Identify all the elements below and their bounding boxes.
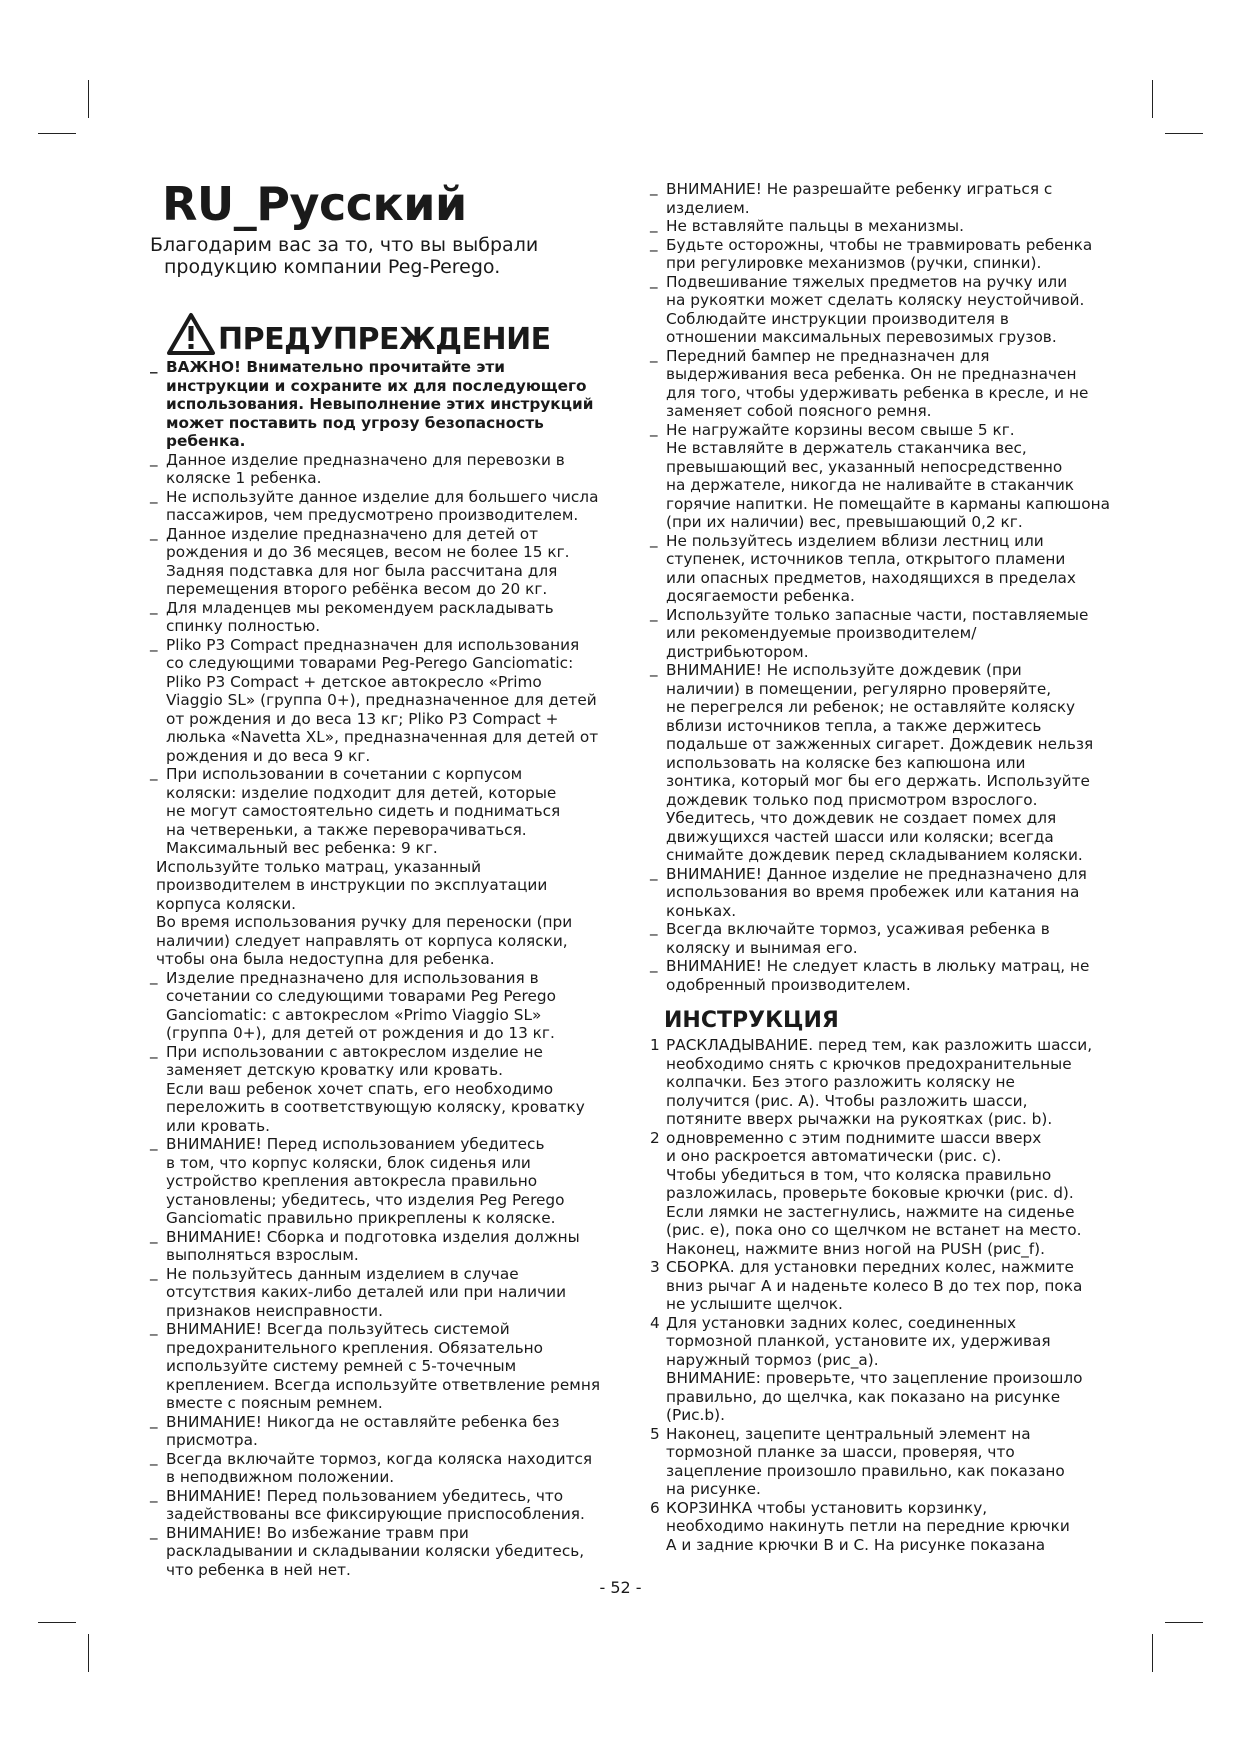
warning-item: _ ВНИМАНИЕ! Не разрешайте ребенку играться с изделием.	[650, 180, 1110, 217]
crop-mark	[1165, 1622, 1203, 1623]
instruction-step	[650, 1314, 1110, 1425]
step-number: 4	[650, 1313, 660, 1332]
warning-item: _ ВАЖНО! Внимательно прочитайте эти инструкции и сохраните их для последующего использования. Невыполнение этих инструкций может поставить под угрозу безопасность ребенка.	[150, 358, 608, 451]
warning-item: Во время использования ручку для переноски (при наличии) следует направлять от корпуса коляски, чтобы она была недоступна для ребенка.	[156, 913, 573, 968]
warning-item: _ Не используйте данное изделие для большего числа пассажиров, чем предусмотрено производителем.	[150, 488, 608, 525]
warning-heading: ПРЕДУПРЕЖДЕНИЕ	[166, 312, 608, 356]
instructions-heading: ИНСТРУКЦИЯ	[664, 1008, 839, 1033]
crop-mark	[88, 80, 89, 118]
warning-item: _ Будьте осторожны, чтобы не травмировать ребенка при регулировке механизмов (ручки, спинки).	[650, 236, 1110, 273]
warning-item: _ Данное изделие предназначено для детей от рождения и до 36 месяцев, весом не более 15 кг. Задняя подставка для ног была рассчитана для перемещения второго ребёнка весом до 20 кг.	[150, 525, 608, 599]
warning-item: _ При использовании с автокреслом изделие не заменяет детскую кроватку или кровать. Если ваш ребенок хочет спать, его необходимо переложить в соответствующую коляску, кроватку или кровать.	[150, 1043, 608, 1136]
warning-item: _ ВНИМАНИЕ! Никогда не оставляйте ребенка без присмотра.	[150, 1413, 608, 1450]
step-number: 6	[650, 1498, 660, 1517]
step-text: РАСКЛАДЫВАНИЕ. перед тем, как разложить шасси, необходимо снять с крючков предохранительные колпачки. Без этого разложить коляску не получится (рис. A). Чтобы разложить шасси, потяните вверх рычажки на рукоятках (рис. b).	[666, 1036, 1093, 1128]
warning-item: _ ВНИМАНИЕ! Во избежание травм при раскладывании и складывании коляски убедитесь, что ребенка в ней нет.	[150, 1524, 608, 1580]
step-text: Для установки задних колес, соединенных тормозной планкой, установите их, удерживая наружный тормоз (рис_a). ВНИМАНИЕ: проверьте, что зацепление произошло правильно, до щелчка, как показано на рисунке (Рис.b).	[666, 1313, 1083, 1424]
crop-mark	[1152, 80, 1153, 118]
instruction-steps	[650, 1036, 1110, 1554]
warning-item: _ Не нагружайте корзины весом свыше 5 кг. Не вставляйте в держатель стаканчика вес, превышающий вес, указанный непосредственно на держателе, никогда не наливайте в стаканчик горячие напитки. Не помещайте в карманы капюшона (при их наличии) вес, превышающий 0,2 кг.	[650, 421, 1110, 532]
crop-mark	[88, 1634, 89, 1672]
warning-item: _ Изделие предназначено для использования в сочетании со следующими товарами Peg Perego Ganciomatic: с автокреслом «Primo Viaggio SL» (группа 0+), для детей от рождения и до 13 кг.	[150, 969, 608, 1043]
step-number: 1	[650, 1036, 660, 1054]
thanks-text: Благодарим вас за то, что вы выбрали продукцию компании Peg-Perego.	[150, 234, 539, 278]
step-number: 2	[650, 1128, 660, 1147]
warning-item: _ Всегда включайте тормоз, когда коляска находится в неподвижном положении.	[150, 1450, 608, 1487]
warning-item: _ ВНИМАНИЕ! Всегда пользуйтесь системой предохранительного крепления. Обязательно используйте систему ремней с 5-точечным креплением. Всегда используйте ответвление ремня вместе с поясным ремнем.	[150, 1320, 608, 1413]
step-number: 5	[650, 1424, 660, 1443]
step-number: 3	[650, 1258, 660, 1276]
warning-item: _ ВНИМАНИЕ! Перед использованием убедитесь в том, что корпус коляски, блок сиденья или устройство крепления автокресла правильно установлены; убедитесь, что изделия Peg Perego Ganciomatic правильно прикреплены к коляске.	[150, 1135, 608, 1228]
step-text: СБОРКА. для установки передних колес, нажмите вниз рычаг A и наденьте колесо B до тех пор, пока не услышите щелчок.	[666, 1258, 1083, 1313]
warning-item: _ Используйте только запасные части, поставляемые или рекомендуемые производителем/ дистрибьютором.	[650, 606, 1110, 662]
warning-item: _ ВНИМАНИЕ! Данное изделие не предназначено для использования во время пробежек или катания на коньках.	[650, 865, 1110, 921]
step-text: КОРЗИНКА чтобы установить корзинку, необходимо накинуть петли на передние крючки A и задние крючки B и C. На рисунке показана	[666, 1498, 1070, 1554]
crop-mark	[1165, 133, 1203, 134]
warning-item: _ Pliko P3 Compact предназначен для использования со следующими товарами Peg-Perego Ganciomatic: Pliko P3 Compact + детское автокресло «Primo Viaggio SL» (группа 0+), предназначенное для детей от рождения и до веса 13 кг; Pliko P3 Compact + люлька «Navetta XL», предназначенная для детей от рождения и до веса 9 кг.	[150, 636, 608, 766]
warning-list	[150, 358, 608, 1579]
warning-item: Используйте только матрац, указанный производителем в инструкции по эксплуатации корпуса коляски.	[156, 857, 548, 913]
crop-mark	[1152, 1634, 1153, 1672]
page-number: - 52 -	[599, 1578, 642, 1597]
warning-item: _ Подвешивание тяжелых предметов на ручку или на рукоятки может сделать коляску неустойчивой. Соблюдайте инструкции производителя в отношении максимальных перевозимых грузов.	[650, 273, 1110, 347]
warning-item: _ Не пользуйтесь изделием вблизи лестниц или ступенек, источников тепла, открытого пламени или опасных предметов, находящихся в пределах досягаемости ребенка.	[650, 532, 1110, 606]
warning-item: _ Данное изделие предназначено для перевозки в коляске 1 ребенка.	[150, 451, 608, 488]
warning-item: _ Не пользуйтесь данным изделием в случае отсутствия каких-либо деталей или при наличии признаков неисправности.	[150, 1265, 608, 1321]
left-column	[150, 177, 608, 1579]
crop-mark	[38, 1622, 76, 1623]
instruction-step	[650, 1499, 1110, 1555]
step-text: Наконец, зацепите центральный элемент на тормозной планке за шасси, проверяя, что зацепление произошло правильно, как показано на рисунке.	[666, 1424, 1065, 1498]
instruction-step	[650, 1258, 1110, 1314]
warning-item: _ ВНИМАНИЕ! Не используйте дождевик (при наличии) в помещении, регулярно проверяйте, не перегрелся ли ребенок; не оставляйте коляску вблизи источников тепла, а также держитесь подальше от зажженных сигарет. Дождевик нельзя использовать на коляске без капюшона или зонтика, который мог бы его держать. Используйте дождевик только под присмотром взрослого. Убедитесь, что дождевик не создает помех для движущихся частей шасси или коляски; всегда снимайте дождевик перед складыванием коляски.	[650, 661, 1110, 865]
warning-item: _ Передний бампер не предназначен для выдерживания веса ребенка. Он не предназначен для того, чтобы удерживать ребенка в кресле, и не заменяет собой поясного ремня.	[650, 347, 1110, 421]
language-title: RU_Русский	[162, 177, 467, 231]
warning-item: _ ВНИМАНИЕ! Сборка и подготовка изделия должны выполняться взрослым.	[150, 1228, 608, 1265]
warning-list-continued	[650, 180, 1110, 994]
warning-item: _ ВНИМАНИЕ! Не следует класть в люльку матрац, не одобренный производителем.	[650, 957, 1110, 994]
warning-item: _ При использовании в сочетании с корпусом коляски: изделие подходит для детей, которые не могут самостоятельно сидеть и подниматься на четвереньки, а также переворачиваться. Максимальный вес ребенка: 9 кг.	[150, 765, 608, 858]
warning-item: _ Для младенцев мы рекомендуем раскладывать спинку полностью.	[150, 599, 608, 636]
instruction-step	[650, 1036, 1110, 1129]
crop-mark	[38, 133, 76, 134]
warning-item: _ ВНИМАНИЕ! Перед пользованием убедитесь, что задействованы все фиксирующие приспособления.	[150, 1487, 608, 1524]
warning-item: _ Не вставляйте пальцы в механизмы.	[650, 217, 1110, 236]
warning-triangle-icon	[166, 312, 216, 356]
step-text: одновременно с этим поднимите шасси вверх и оно раскроется автоматически (рис. c). Чтобы убедиться в том, что коляска правильно разложилась, проверьте боковые крючки (рис. d). Если лямки не застегнулись, нажмите на сиденье (рис. e), пока оно со щелчком не встанет на место. Наконец, нажмите вниз ногой на PUSH (рис_f).	[666, 1128, 1082, 1258]
instruction-step	[650, 1425, 1110, 1499]
warning-item: _ Всегда включайте тормоз, усаживая ребенка в коляску и вынимая его.	[650, 920, 1110, 957]
instruction-step	[650, 1129, 1110, 1259]
right-column	[650, 180, 1110, 1554]
